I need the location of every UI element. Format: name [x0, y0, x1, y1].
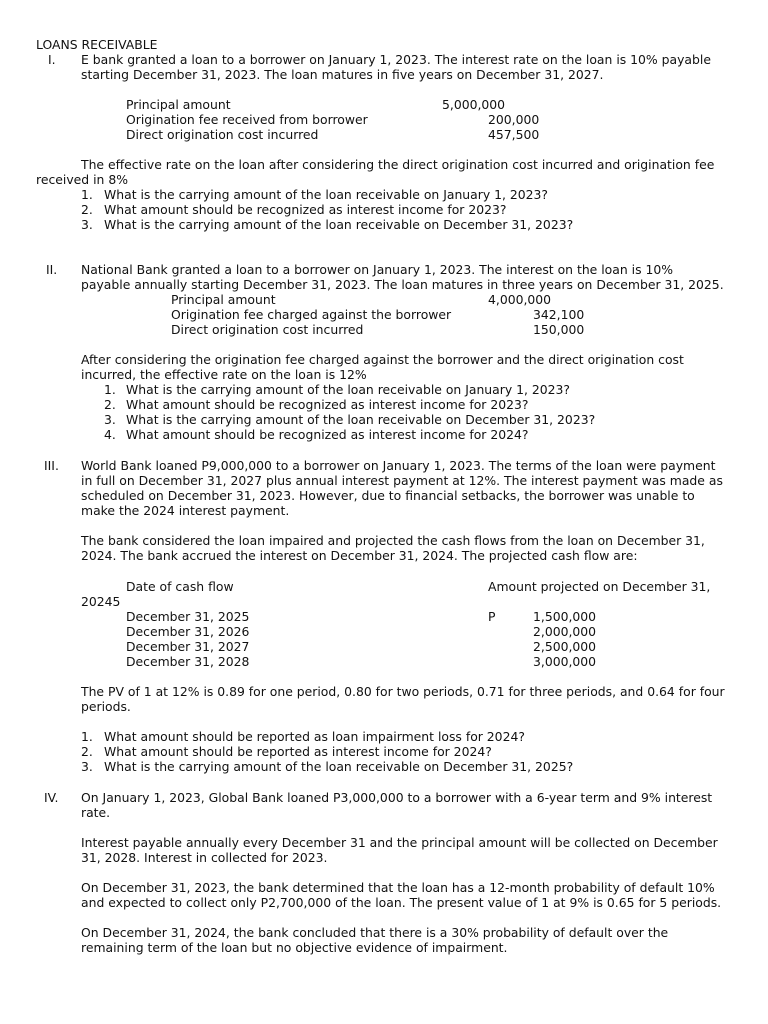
section-1-row-value: 5,000,000	[442, 97, 506, 112]
section-2-row-value: 342,100	[533, 307, 585, 322]
section-4-paragraph-line: On January 1, 2023, Global Bank loaned P3,000,000 to a borrower with a 6-year term and 9% interest	[81, 790, 713, 805]
section-1-row-label: Origination fee received from borrower	[126, 112, 368, 127]
cash-flow-amount: 3,000,000	[533, 654, 597, 669]
section-2-intro-line: National Bank granted a loan to a borrower on January 1, 2023. The interest on the loan is 10%	[81, 262, 674, 277]
section-1-paragraph-line: The effective rate on the loan after considering the direct origination cost incurred and origination fee	[81, 157, 715, 172]
question-number: 1.	[104, 382, 116, 397]
section-4-paragraph-line: Interest payable annually every December 31 and the principal amount will be collected on December	[81, 835, 718, 850]
section-2-row-label: Principal amount	[171, 292, 276, 307]
cash-flow-amount: 2,500,000	[533, 639, 597, 654]
cash-flow-date-header: Date of cash flow	[126, 579, 234, 594]
section-4-number: IV.	[44, 790, 59, 805]
question-text: What is the carrying amount of the loan receivable on December 31, 2023?	[126, 412, 596, 427]
section-2-row-label: Direct origination cost incurred	[171, 322, 364, 337]
section-3-paragraph-line: The bank considered the loan impaired and projected the cash flows from the loan on December 31,	[81, 533, 705, 548]
section-3-paragraph-line: make the 2024 interest payment.	[81, 503, 290, 518]
section-2-paragraph-line: incurred, the effective rate on the loan is 12%	[81, 367, 367, 382]
question-text: What is the carrying amount of the loan receivable on December 31, 2023?	[104, 217, 574, 232]
question-number: 3.	[81, 759, 93, 774]
section-1-number: I.	[48, 52, 56, 67]
section-4-paragraph-line: 31, 2028. Interest in collected for 2023.	[81, 850, 328, 865]
question-text: What amount should be reported as loan impairment loss for 2024?	[104, 729, 525, 744]
section-3-paragraph-line: World Bank loaned P9,000,000 to a borrower on January 1, 2023. The terms of the loan were payment	[81, 458, 716, 473]
question-text: What amount should be recognized as interest income for 2023?	[126, 397, 529, 412]
section-2-intro-line: payable annually starting December 31, 2023. The loan matures in three years on December 31, 2025.	[81, 277, 724, 292]
section-1-row-label: Direct origination cost incurred	[126, 127, 319, 142]
question-text: What amount should be recognized as interest income for 2023?	[104, 202, 507, 217]
cash-flow-date: December 31, 2026	[126, 624, 250, 639]
section-2-paragraph-line: After considering the origination fee charged against the borrower and the direct origination cost	[81, 352, 684, 367]
question-number: 3.	[81, 217, 93, 232]
section-4-paragraph-line: On December 31, 2024, the bank concluded that there is a 30% probability of default over the	[81, 925, 669, 940]
question-text: What is the carrying amount of the loan receivable on December 31, 2025?	[104, 759, 574, 774]
section-1-intro-line: starting December 31, 2023. The loan matures in five years on December 31, 2027.	[81, 67, 604, 82]
section-3-paragraph-line: in full on December 31, 2027 plus annual interest payment at 12%. The interest payment was made as	[81, 473, 723, 488]
section-4-paragraph-line: rate.	[81, 805, 111, 820]
cash-flow-date: December 31, 2027	[126, 639, 250, 654]
currency-symbol: P	[488, 609, 496, 624]
question-text: What is the carrying amount of the loan receivable on January 1, 2023?	[126, 382, 570, 397]
section-1-row-value: 457,500	[488, 127, 540, 142]
question-number: 1.	[81, 729, 93, 744]
section-3-number: III.	[44, 458, 59, 473]
section-1-intro-line: E bank granted a loan to a borrower on January 1, 2023. The interest rate on the loan is 10% payable	[81, 52, 711, 67]
section-2-row-value: 4,000,000	[488, 292, 552, 307]
section-4-paragraph-line: On December 31, 2023, the bank determined that the loan has a 12-month probability of default 10%	[81, 880, 715, 895]
section-2-number: II.	[46, 262, 58, 277]
section-4-paragraph-line: remaining term of the loan but no objective evidence of impairment.	[81, 940, 508, 955]
section-2-row-value: 150,000	[533, 322, 585, 337]
question-number: 2.	[104, 397, 116, 412]
section-1-row-label: Principal amount	[126, 97, 231, 112]
cash-flow-date: December 31, 2025	[126, 609, 250, 624]
question-text: What is the carrying amount of the loan receivable on January 1, 2023?	[104, 187, 548, 202]
cash-flow-amount: 2,000,000	[533, 624, 597, 639]
question-text: What amount should be reported as interest income for 2024?	[104, 744, 492, 759]
section-3-paragraph-line: 2024. The bank accrued the interest on December 31, 2024. The projected cash flow are:	[81, 548, 638, 563]
question-text: What amount should be recognized as interest income for 2024?	[126, 427, 529, 442]
pv-factors-line: periods.	[81, 699, 131, 714]
question-number: 2.	[81, 744, 93, 759]
question-number: 4.	[104, 427, 116, 442]
question-number: 3.	[104, 412, 116, 427]
pv-factors-line: The PV of 1 at 12% is 0.89 for one period, 0.80 for two periods, 0.71 for three periods, and 0.64 for four	[81, 684, 725, 699]
section-2-row-label: Origination fee charged against the borrower	[171, 307, 452, 322]
question-number: 1.	[81, 187, 93, 202]
cash-flow-date: December 31, 2028	[126, 654, 250, 669]
document-title: LOANS RECEIVABLE	[36, 37, 158, 52]
question-number: 2.	[81, 202, 93, 217]
cash-flow-amount-header: Amount projected on December 31,	[488, 579, 711, 594]
cash-flow-amount: 1,500,000	[533, 609, 597, 624]
section-4-paragraph-line: and expected to collect only P2,700,000 of the loan. The present value of 1 at 9% is 0.65 for 5 periods.	[81, 895, 722, 910]
cash-flow-header-wrap: 20245	[81, 594, 121, 609]
section-1-row-value: 200,000	[488, 112, 540, 127]
section-1-paragraph-line: received in 8%	[36, 172, 128, 187]
section-3-paragraph-line: scheduled on December 31, 2023. However, due to financial setbacks, the borrower was unable to	[81, 488, 695, 503]
